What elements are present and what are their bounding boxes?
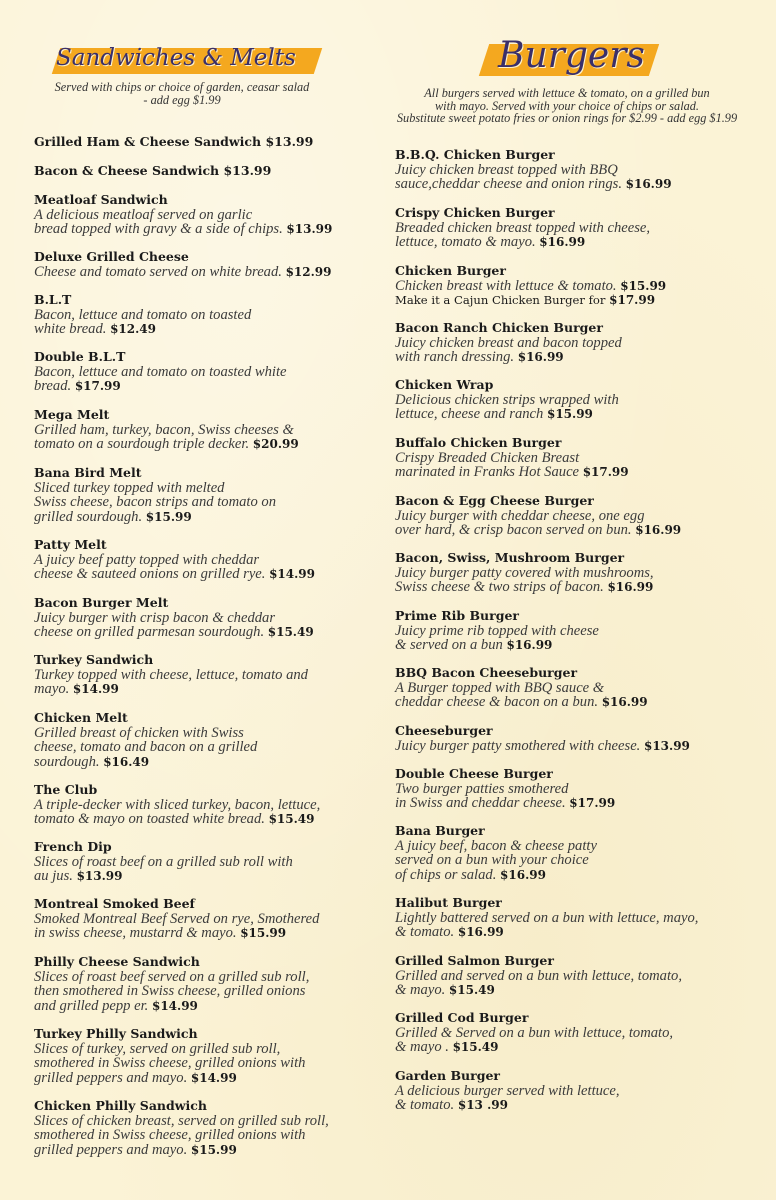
item-name: B.L.T xyxy=(34,292,72,307)
item-price: $12.99 xyxy=(285,264,332,279)
item-name: Turkey Philly Sandwich xyxy=(34,1026,198,1041)
item-description-text: over hard, & crisp bacon served on bun. xyxy=(395,522,632,538)
item-description-text: Slices of roast beef on a grilled sub roll with xyxy=(34,853,293,870)
item-description xyxy=(34,322,379,337)
item-description-text: Smoked Montreal Beef Served on rye, Smothered xyxy=(34,910,320,927)
item-description-text: & served on a bun xyxy=(395,637,503,653)
item-name: Buffalo Chicken Burger xyxy=(395,435,562,450)
item-name: French Dip xyxy=(34,839,112,854)
item-description-text: Swiss cheese & two strips of bacon. xyxy=(395,579,604,595)
item-name: Chicken Melt xyxy=(34,710,128,725)
item-description xyxy=(34,481,379,496)
item-description xyxy=(395,279,771,294)
item-description-text: sauce,cheddar cheese and onion rings. xyxy=(395,176,622,192)
item-description xyxy=(395,350,771,365)
item-description-text: lettuce, cheese and ranch xyxy=(395,406,544,422)
item-price: $20.99 xyxy=(252,437,299,451)
item-description-text: Slices of chicken breast, served on grilled sub roll, xyxy=(34,1112,329,1129)
item-name: Bacon Ranch Chicken Burger xyxy=(395,320,603,335)
item-description xyxy=(395,739,771,754)
item-description xyxy=(34,984,379,999)
item-description-text: cheddar cheese & bacon on a bun. xyxy=(395,694,599,710)
item-name: Garden Burger xyxy=(395,1068,501,1083)
item-description xyxy=(395,1084,771,1099)
item-price: $17.99 xyxy=(569,796,616,810)
item-description-text: marinated in Franks Hot Sauce xyxy=(395,464,580,480)
burgers-menu-item xyxy=(395,551,771,595)
sandwiches-menu-item xyxy=(34,783,379,827)
item-description-text: Lightly battered served on a bun with lettuce, mayo, xyxy=(395,909,699,926)
item-description xyxy=(395,1040,771,1055)
item-name: Grilled Ham & Cheese Sandwich $13.99 xyxy=(34,134,314,149)
item-price: $12.49 xyxy=(110,322,157,336)
item-description xyxy=(34,437,379,452)
item-price: $17.99 xyxy=(74,379,121,393)
item-description-text: & tomato. xyxy=(395,924,455,940)
item-description xyxy=(395,853,771,868)
item-price: $14.99 xyxy=(190,1070,237,1085)
item-description-text: Chicken breast with lettuce & tomato. xyxy=(395,277,617,294)
item-description xyxy=(34,1128,379,1143)
sandwiches-menu-item xyxy=(34,596,379,640)
item-description-text: Juicy burger patty smothered with cheese. xyxy=(395,737,641,754)
item-description xyxy=(395,911,771,926)
item-name: Mega Melt xyxy=(34,407,110,422)
item-name: Bacon Burger Melt xyxy=(34,595,169,610)
item-description-text: Grilled and served on a bun with lettuce, tomato, xyxy=(395,967,682,984)
item-description xyxy=(34,926,379,941)
item-price: $14.99 xyxy=(269,567,316,581)
item-name: Patty Melt xyxy=(34,537,107,552)
item-description xyxy=(34,999,379,1014)
item-description-text: with ranch dressing. xyxy=(395,349,515,365)
item-description xyxy=(34,1056,379,1071)
item-description xyxy=(395,868,771,883)
item-description-text: & mayo . xyxy=(395,1039,449,1055)
item-name: Double Cheese Burger xyxy=(395,766,553,781)
item-description xyxy=(395,451,771,466)
item-description xyxy=(34,567,379,582)
item-name: Chicken Wrap xyxy=(395,377,494,392)
item-price: $13.99 xyxy=(286,222,333,236)
item-name: Bacon, Swiss, Mushroom Burger xyxy=(395,550,625,565)
burgers-menu-item xyxy=(395,954,771,998)
item-description xyxy=(395,969,771,984)
item-name: BBQ Bacon Cheeseburger xyxy=(395,665,578,680)
item-description-text: A juicy beef patty topped with cheddar xyxy=(34,551,260,568)
sandwiches-menu-item xyxy=(34,955,379,1013)
item-description-text: Juicy burger with cheddar cheese, one egg xyxy=(395,507,645,524)
item-description xyxy=(34,365,379,380)
item-description xyxy=(395,566,771,581)
item-price: $16.99 xyxy=(601,695,648,709)
sandwiches-menu-item xyxy=(34,293,379,337)
item-description-text: Cheese and tomato served on white bread. xyxy=(34,263,282,280)
item-note-text: Make it a Cajun Chicken Burger for xyxy=(395,293,606,307)
item-description xyxy=(395,336,771,351)
burgers-menu-item xyxy=(395,494,771,538)
item-description xyxy=(395,782,771,797)
item-price: $16.99 xyxy=(500,867,546,882)
item-price: $16.99 xyxy=(517,350,564,364)
item-name: Meatloaf Sandwich xyxy=(34,192,168,207)
item-description-text: grilled sourdough. xyxy=(34,508,143,525)
item-description xyxy=(395,925,771,940)
item-description-text: of chips or salad. xyxy=(395,866,497,883)
item-price: $16.99 xyxy=(625,177,672,191)
item-description xyxy=(34,625,379,640)
item-description xyxy=(34,970,379,985)
burgers-menu-item xyxy=(395,896,771,940)
item-description-text: Bacon, lettuce and tomato on toasted white xyxy=(34,363,287,380)
item-description xyxy=(34,308,379,323)
item-description-text: Bacon, lettuce and tomato on toasted xyxy=(34,306,252,323)
sandwiches-menu-item xyxy=(34,538,379,582)
item-name: B.B.Q. Chicken Burger xyxy=(395,147,555,162)
item-description-text: Breaded chicken breast topped with cheese, xyxy=(395,219,651,236)
item-description-text: Slices of roast beef served on a grilled sub roll, xyxy=(34,968,310,985)
item-description xyxy=(34,510,379,525)
item-name: Turkey Sandwich xyxy=(34,652,154,667)
item-description xyxy=(34,208,379,223)
sandwiches-title: Sandwiches & Melts xyxy=(56,45,296,71)
item-price: $16.99 xyxy=(607,580,654,594)
sandwiches-menu-item xyxy=(34,164,379,179)
item-description-text: in Swiss and cheddar cheese. xyxy=(395,795,566,811)
item-price: $13 .99 xyxy=(457,1098,508,1112)
item-description xyxy=(395,163,771,178)
item-description-text: smothered in Swiss cheese, grilled onions with xyxy=(34,1127,306,1143)
item-description xyxy=(34,798,379,813)
item-description xyxy=(395,509,771,524)
item-description-text: Juicy burger patty covered with mushrooms, xyxy=(395,564,654,581)
item-description xyxy=(34,869,379,884)
item-description xyxy=(34,1143,379,1158)
burgers-menu-item xyxy=(395,1069,771,1113)
sandwiches-menu-item xyxy=(34,840,379,884)
item-description-text: Swiss cheese, bacon strips and tomato on xyxy=(34,494,277,510)
sandwiches-menu-item xyxy=(34,250,379,279)
item-price: $15.49 xyxy=(268,812,315,826)
item-description-text: cheese on grilled parmesan sourdough. xyxy=(34,624,265,640)
item-price: $16.49 xyxy=(103,754,150,769)
item-name: Deluxe Grilled Cheese xyxy=(34,249,189,264)
item-price: $15.99 xyxy=(145,509,192,524)
item-description xyxy=(34,755,379,770)
item-note xyxy=(395,293,771,308)
item-description xyxy=(34,1042,379,1057)
item-description xyxy=(34,495,379,510)
item-description-text: A delicious burger served with lettuce, xyxy=(395,1082,620,1099)
item-price: $14.99 xyxy=(151,998,198,1013)
item-name: Bana Bird Melt xyxy=(34,465,142,480)
item-description-text: tomato on a sourdough triple decker. xyxy=(34,436,250,452)
item-name: Bacon & Egg Cheese Burger xyxy=(395,493,594,508)
item-description-text: A juicy beef, bacon & cheese patty xyxy=(395,837,597,854)
item-description xyxy=(34,1114,379,1129)
item-description-text: grilled peppers and mayo. xyxy=(34,1069,188,1086)
item-price: $15.49 xyxy=(267,625,314,639)
burgers-menu-item xyxy=(395,321,771,365)
item-description-text: Juicy chicken breast topped with BBQ xyxy=(395,161,618,178)
item-description xyxy=(395,983,771,998)
item-price: $15.49 xyxy=(452,1040,499,1054)
item-description xyxy=(395,1026,771,1041)
item-name: Bacon & Cheese Sandwich $13.99 xyxy=(34,163,272,178)
sandwiches-banner xyxy=(48,45,320,76)
burgers-intro-line: Substitute sweet potato fries or onion rings for $2.99 - add egg $1.99 xyxy=(396,111,738,125)
item-name: Cheeseburger xyxy=(395,723,493,738)
item-description-text: cheese & sauteed onions on grilled rye. xyxy=(34,566,266,582)
item-description-text: in swiss cheese, mustarrd & mayo. xyxy=(34,925,237,941)
item-description xyxy=(395,407,771,422)
item-description xyxy=(395,465,771,480)
item-description xyxy=(34,855,379,870)
item-description xyxy=(34,222,379,237)
item-name: Chicken Burger xyxy=(395,263,506,278)
burgers-menu-item xyxy=(395,666,771,710)
item-description xyxy=(34,265,379,280)
item-name: Grilled Cod Burger xyxy=(395,1010,529,1025)
item-description xyxy=(34,912,379,927)
item-description xyxy=(395,681,771,696)
item-description xyxy=(34,423,379,438)
item-name: Chicken Philly Sandwich xyxy=(34,1098,207,1113)
item-name: Bana Burger xyxy=(395,823,485,838)
item-description xyxy=(34,611,379,626)
item-price: $15.99 xyxy=(546,407,593,421)
sandwiches-menu-item xyxy=(34,1027,379,1085)
item-description-text: A delicious meatloaf served on garlic xyxy=(34,206,253,223)
item-price: $15.99 xyxy=(240,926,287,940)
item-description xyxy=(395,624,771,639)
burgers-menu-item xyxy=(395,148,771,192)
burgers-intro-line: All burgers served with lettuce & tomato, on a grilled bun xyxy=(424,86,710,100)
item-description xyxy=(395,638,771,653)
item-description-text: bread. xyxy=(34,378,72,394)
sandwiches-intro-line: - add egg $1.99 xyxy=(143,93,221,107)
item-description xyxy=(395,796,771,811)
sandwiches-intro xyxy=(28,81,336,107)
burgers-banner xyxy=(474,35,660,78)
item-description xyxy=(395,695,771,710)
item-price: $13.99 xyxy=(76,869,123,883)
item-description xyxy=(34,726,379,741)
item-description-text: served on a bun with your choice xyxy=(395,852,589,868)
item-price: $15.49 xyxy=(448,983,495,997)
burgers-menu-item xyxy=(395,264,771,308)
item-description-text: Delicious chicken strips wrapped with xyxy=(395,391,619,408)
item-description xyxy=(34,740,379,755)
burgers-title: Burgers xyxy=(498,35,645,76)
item-description xyxy=(34,1071,379,1086)
item-description-text: white bread. xyxy=(34,321,107,337)
item-price: $13.99 xyxy=(643,738,690,753)
burgers-intro-line: with mayo. Served with your choice of chips or salad. xyxy=(434,98,699,113)
sandwiches-menu-item xyxy=(34,408,379,452)
item-description-text: and grilled pepp er. xyxy=(34,997,149,1014)
item-description-text: cheese, tomato and bacon on a grilled xyxy=(34,739,258,755)
item-description xyxy=(34,553,379,568)
item-description-text: bread topped with gravy & a side of chips. xyxy=(34,221,283,237)
item-description xyxy=(34,379,379,394)
item-description-text: Grilled ham, turkey, bacon, Swiss cheeses & xyxy=(34,421,294,438)
burgers-intro xyxy=(360,87,774,125)
item-name: Prime Rib Burger xyxy=(395,608,520,623)
item-description-text: Juicy chicken breast and bacon topped xyxy=(395,334,622,351)
item-description xyxy=(395,580,771,595)
item-price: $16.99 xyxy=(457,925,504,939)
burgers-menu-item xyxy=(395,378,771,422)
sandwiches-menu-item xyxy=(34,135,379,150)
sandwiches-intro-line: Served with chips or choice of garden, ceasar salad xyxy=(54,80,310,94)
sandwiches-menu-item xyxy=(34,653,379,697)
item-description-text: Juicy burger with crisp bacon & cheddar xyxy=(34,609,276,626)
item-description-text: A triple-decker with sliced turkey, bacon, lettuce, xyxy=(34,796,321,813)
item-price: $16.99 xyxy=(635,523,682,537)
item-description xyxy=(34,682,379,697)
item-name: Crispy Chicken Burger xyxy=(395,205,555,220)
item-name: Halibut Burger xyxy=(395,895,502,910)
item-description-text: Sliced turkey topped with melted xyxy=(34,479,225,496)
item-name: Grilled Salmon Burger xyxy=(395,953,554,968)
item-description-text: mayo. xyxy=(34,681,70,697)
item-description-text: then smothered in Swiss cheese, grilled onions xyxy=(34,983,306,999)
item-price: $16.99 xyxy=(539,235,586,249)
item-price: $14.99 xyxy=(72,682,119,696)
item-description xyxy=(395,839,771,854)
item-description-text: Slices of turkey, served on grilled sub roll, xyxy=(34,1040,281,1057)
item-description-text: Grilled breast of chicken with Swiss xyxy=(34,724,244,741)
item-price: $16.99 xyxy=(506,638,553,652)
item-description-text: grilled peppers and mayo. xyxy=(34,1141,188,1158)
item-description xyxy=(395,523,771,538)
item-price: $17.99 xyxy=(582,465,629,479)
item-description-text: A Burger topped with BBQ sauce & xyxy=(395,679,605,696)
item-description-text: sourdough. xyxy=(34,753,100,770)
item-description xyxy=(395,235,771,250)
item-description xyxy=(34,668,379,683)
sandwiches-menu-item xyxy=(34,466,379,524)
sandwiches-menu-item xyxy=(34,711,379,769)
item-description-text: lettuce, tomato & mayo. xyxy=(395,234,536,250)
item-description-text: smothered in Swiss cheese, grilled onions with xyxy=(34,1055,306,1071)
item-name: The Club xyxy=(34,782,98,797)
burgers-menu-item xyxy=(395,1011,771,1055)
item-description-text: & mayo. xyxy=(395,982,446,998)
burgers-menu-item xyxy=(395,206,771,250)
item-description xyxy=(395,1098,771,1113)
sandwiches-menu-item xyxy=(34,897,379,941)
item-description-text: Grilled & Served on a bun with lettuce, tomato, xyxy=(395,1024,674,1041)
sandwiches-menu-item xyxy=(34,193,379,237)
item-note-price: $17.99 xyxy=(609,293,656,307)
sandwiches-menu-item xyxy=(34,350,379,394)
item-description xyxy=(395,393,771,408)
burgers-menu-item xyxy=(395,824,771,882)
item-description-text: Turkey topped with cheese, lettuce, tomato and xyxy=(34,666,308,683)
item-description-text: Two burger patties smothered xyxy=(395,780,569,797)
item-name: Double B.L.T xyxy=(34,349,126,364)
item-description xyxy=(395,177,771,192)
item-description xyxy=(395,221,771,236)
item-description xyxy=(34,812,379,827)
item-description-text: Crispy Breaded Chicken Breast xyxy=(395,449,580,466)
item-description-text: & tomato. xyxy=(395,1097,455,1113)
item-description-text: tomato & mayo on toasted white bread. xyxy=(34,811,265,827)
item-price: $15.99 xyxy=(190,1142,237,1157)
item-name: Philly Cheese Sandwich xyxy=(34,954,200,969)
item-name: Montreal Smoked Beef xyxy=(34,896,195,911)
item-description-text: au jus. xyxy=(34,868,73,884)
item-description-text: Juicy prime rib topped with cheese xyxy=(395,622,599,639)
burgers-menu-item xyxy=(395,724,771,753)
burgers-menu-item xyxy=(395,767,771,811)
burgers-menu-item xyxy=(395,436,771,480)
sandwiches-menu-item xyxy=(34,1099,379,1157)
burgers-menu-item xyxy=(395,609,771,653)
item-price: $15.99 xyxy=(620,278,667,293)
